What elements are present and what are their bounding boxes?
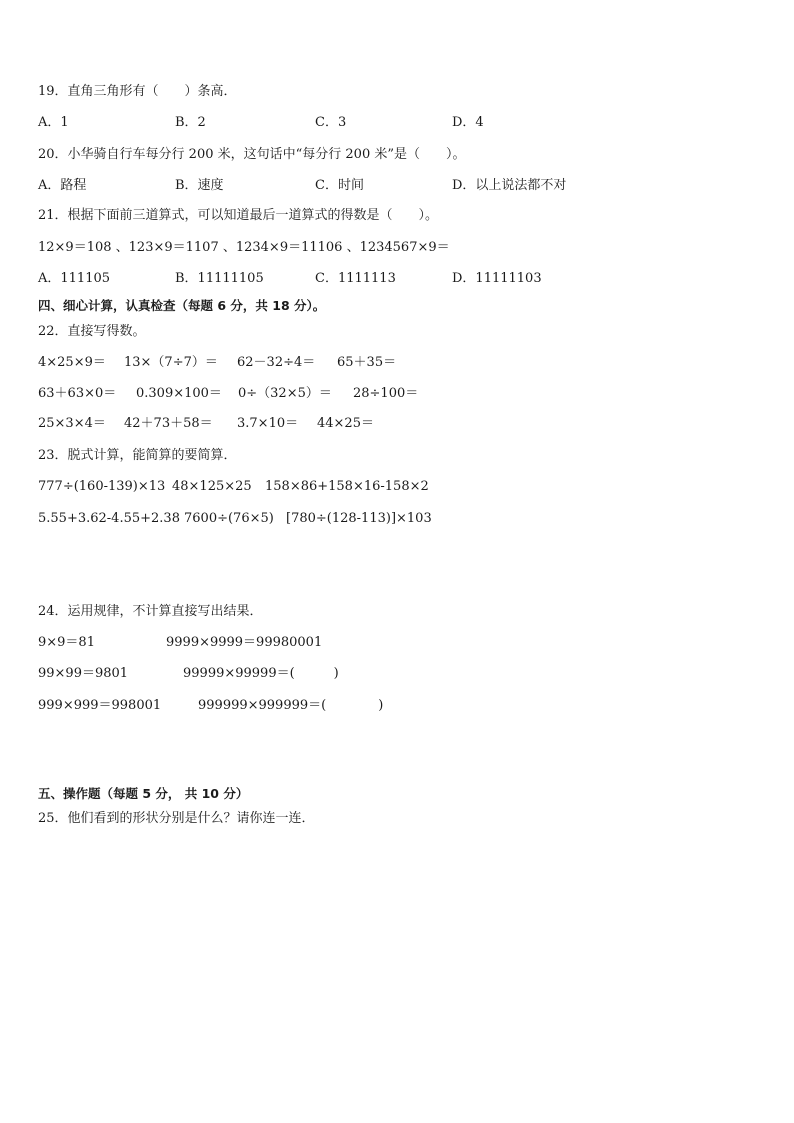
q22-r1-c4: 65＋35＝ <box>337 355 397 370</box>
q21-option-b: B．11111105 <box>175 271 264 286</box>
q19-option-d: D．4 <box>452 115 484 130</box>
q19-option-b: B．2 <box>175 115 206 130</box>
q21-option-c: C．1111113 <box>315 271 396 286</box>
q23-r2-c1: 5.55+3.62-4.55+2.38 <box>38 511 180 526</box>
q22-r2-c4: 28÷100＝ <box>353 386 419 401</box>
q19-option-c: C．3 <box>315 115 347 130</box>
q23-r2-c2: 7600÷(76×5) <box>184 511 274 526</box>
q20-option-d: D．以上说法都不对 <box>452 178 567 193</box>
q22-r1-c1: 4×25×9＝ <box>38 355 106 370</box>
q22-r1-c2: 13×（7÷7）＝ <box>124 355 218 370</box>
q21-stem: 21．根据下面前三道算式，可以知道最后一道算式的得数是（ ）。 <box>38 208 439 223</box>
q24-right-1: 9999×9999＝99980001 <box>166 635 323 650</box>
q23-r2-c3: [780÷(128-113)]×103 <box>286 511 432 526</box>
q22-r3-c4: 44×25＝ <box>317 416 374 431</box>
q20-option-b: B．速度 <box>175 178 224 193</box>
q22-stem: 22．直接写得数。 <box>38 324 146 339</box>
q20-option-c: C．时间 <box>315 178 364 193</box>
q22-r3-c2: 42＋73＋58＝ <box>124 416 213 431</box>
q22-r2-c2: 0.309×100＝ <box>136 386 222 401</box>
q21-expression: 12×9＝108 、123×9＝1107 、1234×9＝11106 、1234567×9＝ <box>38 240 450 255</box>
q23-stem: 23．脱式计算，能简算的要简算． <box>38 448 237 463</box>
q22-r2-c1: 63＋63×0＝ <box>38 386 117 401</box>
q21-option-a: A．111105 <box>38 271 111 286</box>
q20-option-a: A．路程 <box>38 178 87 193</box>
q22-r3-c1: 25×3×4＝ <box>38 416 106 431</box>
q24-left-1: 9×9＝81 <box>38 635 95 650</box>
q23-r1-c1: 777÷(160-139)×13 <box>38 479 166 494</box>
q23-r1-c2: 48×125×25 <box>172 479 252 494</box>
q21-option-d: D．11111103 <box>452 271 542 286</box>
q24-left-3: 999×999＝998001 <box>38 698 162 713</box>
q24-left-2: 99×99＝9801 <box>38 666 129 681</box>
q22-r3-c3: 3.7×10＝ <box>237 416 299 431</box>
q19-option-a: A．1 <box>38 115 69 130</box>
q20-stem: 20．小华骑自行车每分行 200 米，这句话中“每分行 200 米”是（ ）。 <box>38 147 466 162</box>
q24-right-2: 99999×99999＝( ) <box>183 666 339 681</box>
q22-r2-c3: 0÷（32×5）＝ <box>238 386 332 401</box>
q24-stem: 24．运用规律，不计算直接写出结果． <box>38 604 263 619</box>
q24-right-3: 999999×999999＝( ) <box>198 698 384 713</box>
section5-title: 五、操作题（每题 5 分， 共 10 分） <box>38 786 249 801</box>
q25-stem: 25．他们看到的形状分别是什么？请你连一连． <box>38 811 315 826</box>
q22-r1-c3: 62－32÷4＝ <box>237 355 316 370</box>
q23-r1-c3: 158×86+158×16-158×2 <box>265 479 429 494</box>
section4-title: 四、细心计算，认真检查（每题 6 分，共 18 分）。 <box>38 298 326 313</box>
q19-stem: 19．直角三角形有（ ）条高． <box>38 84 237 99</box>
